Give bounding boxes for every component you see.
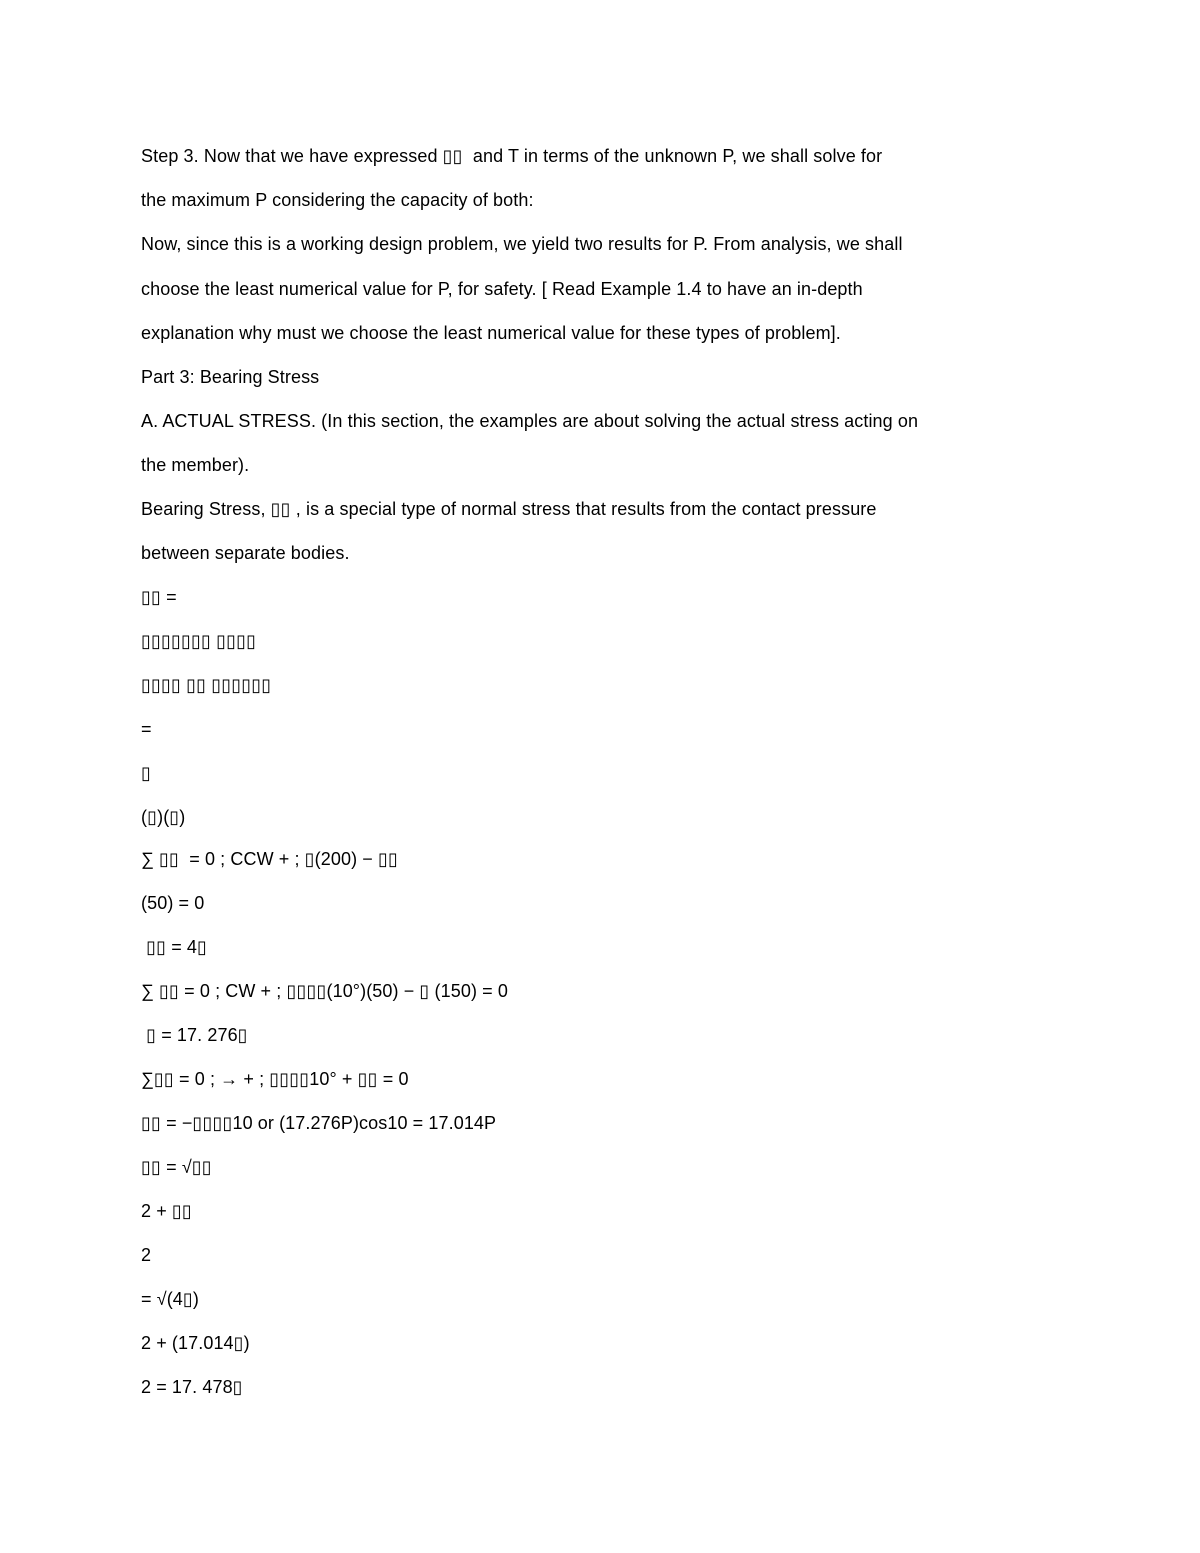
text-line: between separate bodies. — [141, 543, 350, 563]
equation-line: ∑ ▯▯ = 0 ; CCW + ; ▯(200) − ▯▯ — [141, 849, 399, 869]
equation-line: ▯ — [141, 763, 152, 783]
text-line: A. ACTUAL STRESS. (In this section, the examples are about solving the actual stress acting on — [141, 411, 919, 431]
equation-line: (▯)(▯) — [141, 807, 186, 827]
equation-line: ∑ ▯▯ = 0 ; CW + ; ▯▯▯▯(10°)(50) − ▯ (150) = 0 — [141, 981, 508, 1001]
equation-line: ▯▯ = — [141, 587, 177, 607]
text-line: the member). — [141, 455, 250, 475]
equation-line: = √(4▯) — [141, 1289, 199, 1309]
equation-line: 2 = 17. 478▯ — [141, 1377, 243, 1397]
equation-line: ∑▯▯ = 0 ; → + ; ▯▯▯▯10° + ▯▯ = 0 — [141, 1069, 409, 1089]
equation-line: ▯▯ = 4▯ — [141, 937, 208, 957]
equation-line: 2 — [141, 1245, 152, 1265]
equation-line: ▯▯▯▯ ▯▯ ▯▯▯▯▯▯ — [141, 675, 272, 695]
equation-line: ▯▯ = −▯▯▯▯10 or (17.276P)cos10 = 17.014P — [141, 1113, 497, 1133]
equation-line: 2 + ▯▯ — [141, 1201, 192, 1221]
equation-line: ▯▯▯▯▯▯▯ ▯▯▯▯ — [141, 631, 257, 651]
equation-line: (50) = 0 — [141, 893, 205, 913]
text-line: Now, since this is a working design problem, we yield two results for P. From analysis, we shall — [141, 234, 903, 254]
section-heading: Part 3: Bearing Stress — [141, 367, 320, 387]
equation-line: 2 + (17.014▯) — [141, 1333, 250, 1353]
equation-line: ▯▯ = √▯▯ — [141, 1157, 212, 1177]
equation-line: = — [141, 719, 152, 739]
text-line: Bearing Stress, ▯▯ , is a special type of normal stress that results from the contact pressure — [141, 499, 877, 519]
text-line: explanation why must we choose the least numerical value for these types of problem]. — [141, 323, 841, 343]
equation-line: ▯ = 17. 276▯ — [141, 1025, 248, 1045]
text-line: choose the least numerical value for P, for safety. [ Read Example 1.4 to have an in-depth — [141, 279, 863, 299]
text-line: Step 3. Now that we have expressed ▯▯ and T in terms of the unknown P, we shall solve for — [141, 146, 883, 166]
text-line: the maximum P considering the capacity of both: — [141, 190, 534, 210]
